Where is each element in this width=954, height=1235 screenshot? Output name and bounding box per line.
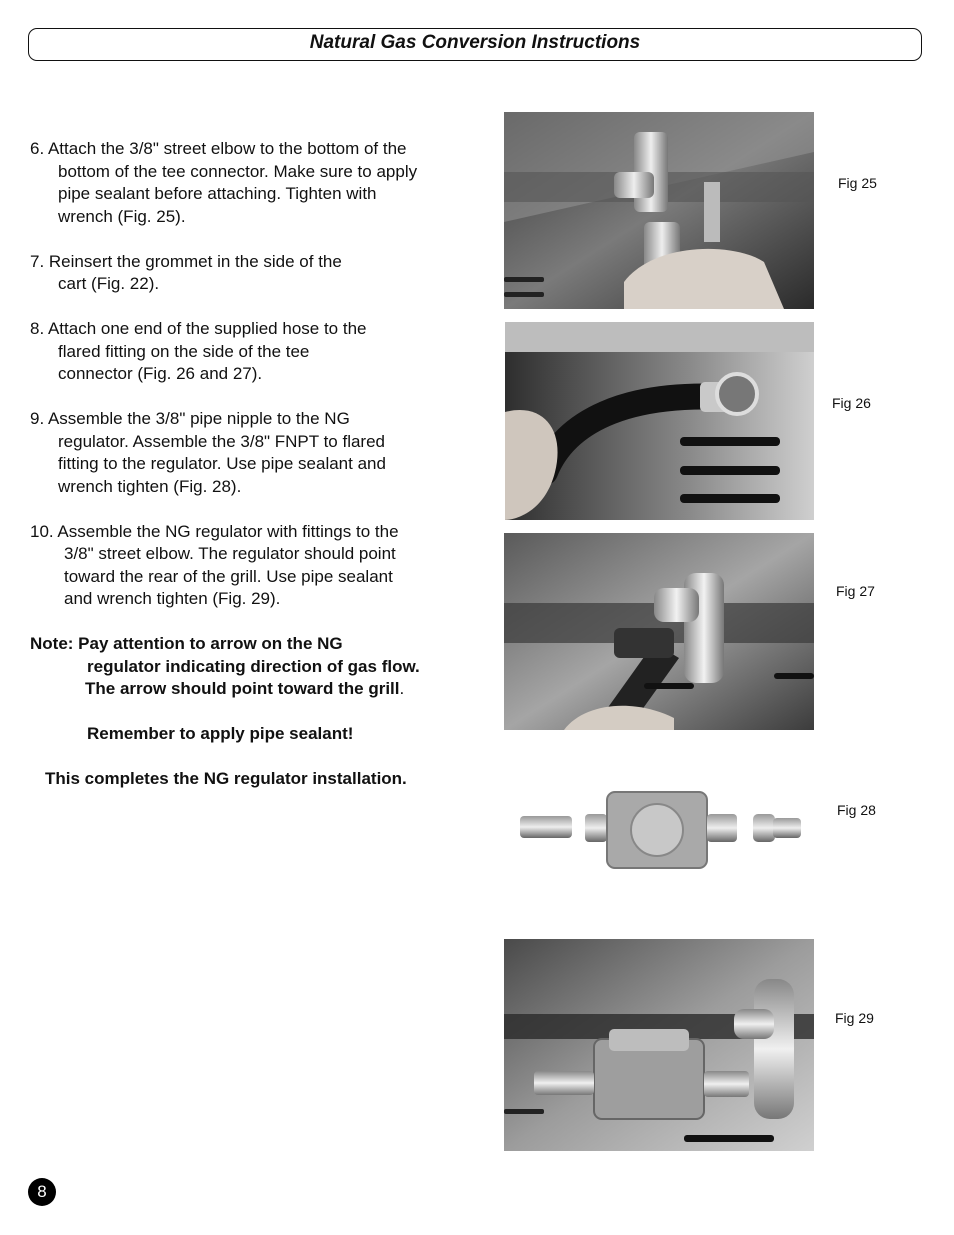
step-line: fitting to the regulator. Use pipe sealant and (58, 454, 386, 473)
step-line: 10. Assemble the NG regulator with fittings to the (30, 521, 399, 541)
step-line: bottom of the tee connector. Make sure to apply (58, 161, 418, 181)
completion-note: This completes the NG regulator installation. (45, 769, 407, 788)
fig-27-label: Fig 27 (836, 583, 875, 599)
step-line: 6. Attach the 3/8" street elbow to the bottom of the (30, 139, 407, 158)
step-line: wrench tighten (Fig. 28). (58, 476, 242, 496)
instructions (30, 138, 485, 791)
step-line: connector (Fig. 26 and 27). (58, 364, 263, 383)
photo-fig-25 (504, 112, 814, 309)
photo-fig-28 (515, 788, 805, 870)
header-bar (28, 28, 922, 61)
note-period: . (399, 679, 405, 698)
fig-28-label: Fig 28 (837, 802, 876, 818)
fig-25-label: Fig 25 (838, 175, 877, 191)
step-line: cart (Fig. 22). (58, 274, 160, 293)
step-8 (30, 318, 485, 386)
page-number: 8 (28, 1178, 56, 1206)
step-line: and wrench tighten (Fig. 29). (64, 589, 281, 608)
note-line (30, 678, 485, 701)
fig-26-label: Fig 26 (832, 395, 871, 411)
note (30, 633, 485, 701)
page-title: Natural Gas Conversion Instructions (309, 32, 641, 53)
photo-fig-26 (505, 322, 814, 520)
photo-fig-27 (504, 533, 814, 730)
note-text: The arrow should point toward the grill (85, 679, 400, 698)
step-line: 9. Assemble the 3/8" pipe nipple to the NG (30, 409, 350, 428)
fig-29-label: Fig 29 (835, 1010, 874, 1026)
step-line: 8. Attach one end of the supplied hose to the (30, 319, 367, 338)
step-line: 7. Reinsert the grommet in the side of the (30, 251, 342, 271)
step-line: regulator. Assemble the 3/8" FNPT to flared (58, 431, 386, 451)
step-line: toward the rear of the grill. Use pipe sealant (64, 566, 393, 586)
step-10 (30, 521, 485, 611)
step-line: 3/8" street elbow. The regulator should point (64, 544, 396, 563)
step-7 (30, 251, 485, 296)
photo-fig-29 (504, 939, 814, 1151)
step-line: wrench (Fig. 25). (58, 206, 186, 226)
note-line: regulator indicating direction of gas flow. (87, 656, 420, 676)
step-line: flared fitting on the side of the tee (58, 341, 310, 361)
note-line: Note: Pay attention to arrow on the NG (30, 634, 343, 653)
reminder: Remember to apply pipe sealant! (87, 724, 354, 743)
step-9 (30, 408, 485, 498)
step-6 (30, 138, 485, 228)
step-line: pipe sealant before attaching. Tighten with (58, 184, 377, 203)
